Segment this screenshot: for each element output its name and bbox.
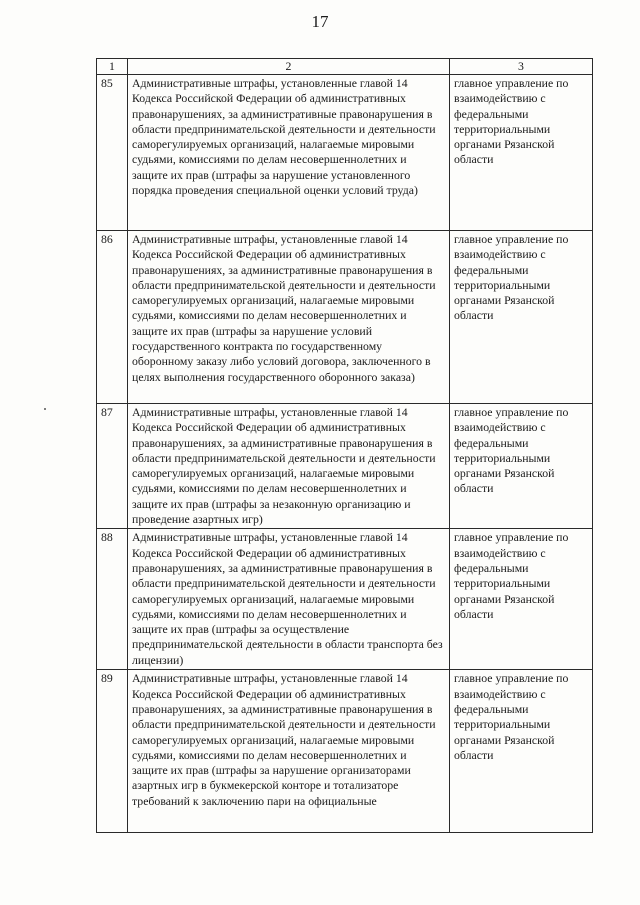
row-number: 87 xyxy=(97,404,128,529)
row-authority: главное управление по взаимодействию с федеральными территориальными органами Рязанской области xyxy=(450,670,593,833)
header-col-3: 3 xyxy=(450,59,593,75)
table-row xyxy=(97,75,593,231)
header-col-2: 2 xyxy=(128,59,450,75)
table-row xyxy=(97,231,593,404)
fines-table xyxy=(96,58,593,833)
row-number: 89 xyxy=(97,670,128,833)
header-col-1: 1 xyxy=(97,59,128,75)
header-row xyxy=(97,59,593,75)
row-description: Административные штрафы, установленные главой 14 Кодекса Российской Федерации об административных правонарушениях, за административные правонарушения в области предпринимательской деятельности и деятельности саморегулируемых организаций, налагаемые мировыми судьями, комиссиями по делам несовершеннолетних и защите их прав (штрафы за нарушение установленного порядка проведения специальной оценки условий труда) xyxy=(128,75,450,231)
row-description: Административные штрафы, установленные главой 14 Кодекса Российской Федерации об административных правонарушениях, за административные правонарушения в области предпринимательской деятельности и деятельности саморегулируемых организаций, налагаемые мировыми судьями, комиссиями по делам несовершеннолетних и защите их прав (штрафы за нарушение организаторами азартных игр в букмекерской конторе и тотализаторе требований к заключению пари на официальные xyxy=(128,670,450,833)
row-authority: главное управление по взаимодействию с федеральными территориальными органами Рязанской области xyxy=(450,404,593,529)
row-authority: главное управление по взаимодействию с федеральными территориальными органами Рязанской области xyxy=(450,529,593,670)
page-number: 17 xyxy=(311,12,329,31)
row-number: 88 xyxy=(97,529,128,670)
row-description: Административные штрафы, установленные главой 14 Кодекса Российской Федерации об административных правонарушениях, за административные правонарушения в области предпринимательской деятельности и деятельности саморегулируемых организаций, налагаемые мировыми судьями, комиссиями по делам несовершеннолетних и защите их прав (штрафы за осуществление предпринимательской деятельности в области транспорта без лицензии) xyxy=(128,529,450,670)
row-description: Административные штрафы, установленные главой 14 Кодекса Российской Федерации об административных правонарушениях, за административные правонарушения в области предпринимательской деятельности и деятельности саморегулируемых организаций, налагаемые мировыми судьями, комиссиями по делам несовершеннолетних и защите их прав (штрафы за нарушение условий государственного контракта по государственному оборонному заказу либо условий договора, заключенного в целях выполнения государственного оборонного заказа) xyxy=(128,231,450,404)
row-number: 86 xyxy=(97,231,128,404)
row-number: 85 xyxy=(97,75,128,231)
row-description: Административные штрафы, установленные главой 14 Кодекса Российской Федерации об административных правонарушениях, за административные правонарушения в области предпринимательской деятельности и деятельности саморегулируемых организаций, налагаемые мировыми судьями, комиссиями по делам несовершеннолетних и защите их прав (штрафы за незаконную организацию и проведение азартных игр) xyxy=(128,404,450,529)
table-row xyxy=(97,670,593,833)
table-row xyxy=(97,404,593,529)
row-authority: главное управление по взаимодействию с федеральными территориальными органами Рязанской области xyxy=(450,75,593,231)
row-authority: главное управление по взаимодействию с федеральными территориальными органами Рязанской области xyxy=(450,231,593,404)
scan-speck xyxy=(44,408,46,410)
table-row xyxy=(97,529,593,670)
